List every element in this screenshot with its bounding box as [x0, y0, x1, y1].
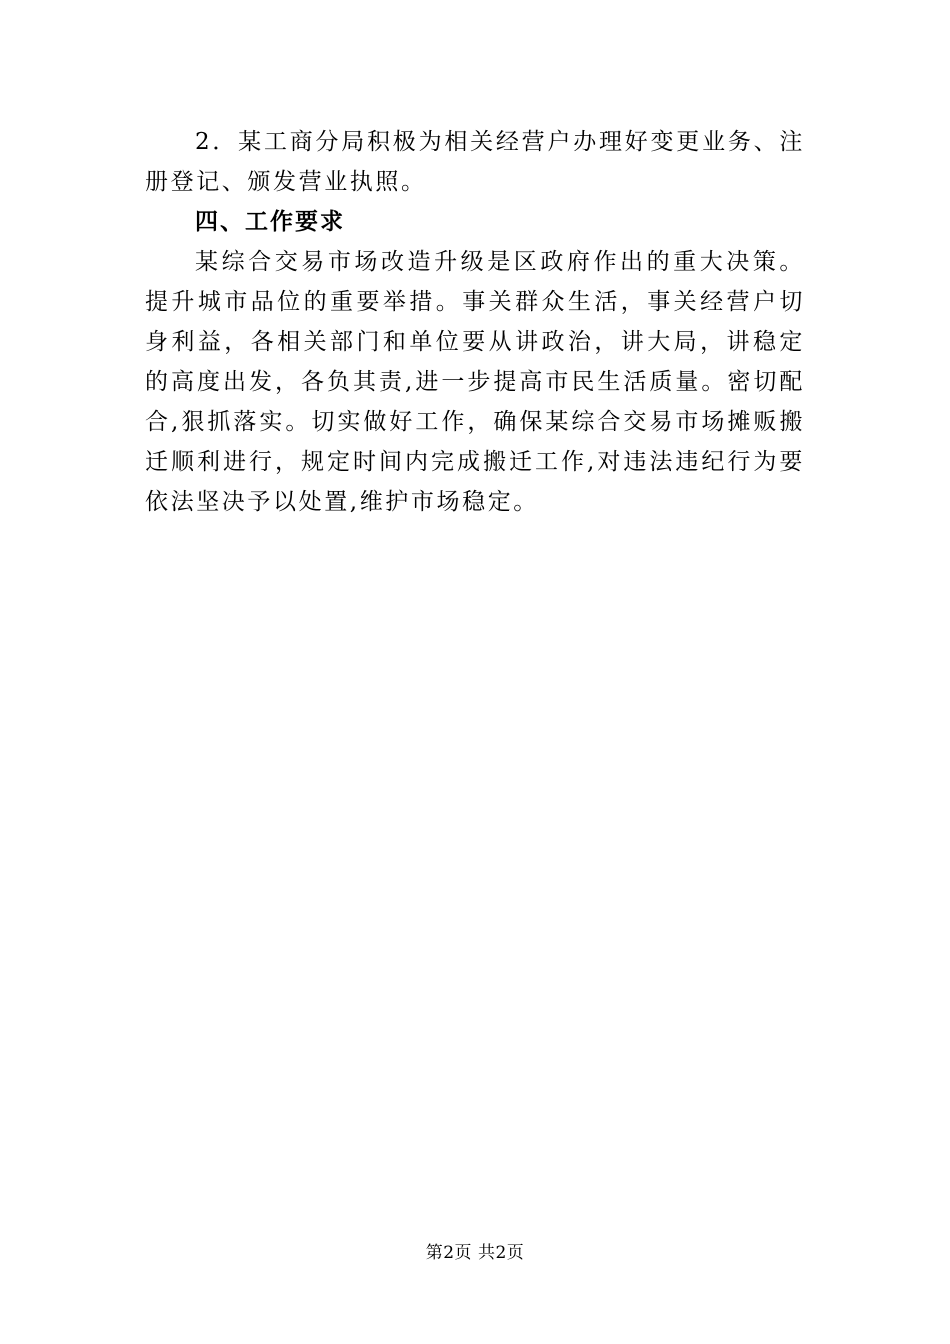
paragraph-item-2: 2．某工商分局积极为相关经营户办理好变更业务、注册登记、颁发营业执照。	[145, 129, 805, 195]
page-number-footer: 第2页 共2页	[425, 1243, 525, 1263]
section-heading-work-requirements: 四、工作要求	[195, 209, 345, 235]
paragraph-work-requirements: 某综合交易市场改造升级是区政府作出的重大决策。提升城市品位的重要举措。事关群众生活，事关经营户切身利益，各相关部门和单位要从讲政治，讲大局，讲稳定的高度出发，各负其责,进一步提高市民生活质量。密切配合,狠抓落实。切实做好工作，确保某综合交易市场摊贩搬迁顺利进行，规定时间内完成搬迁工作,对违法违纪行为要依法坚决予以处置,维护市场稳定。	[145, 249, 805, 515]
document-body	[145, 122, 805, 522]
